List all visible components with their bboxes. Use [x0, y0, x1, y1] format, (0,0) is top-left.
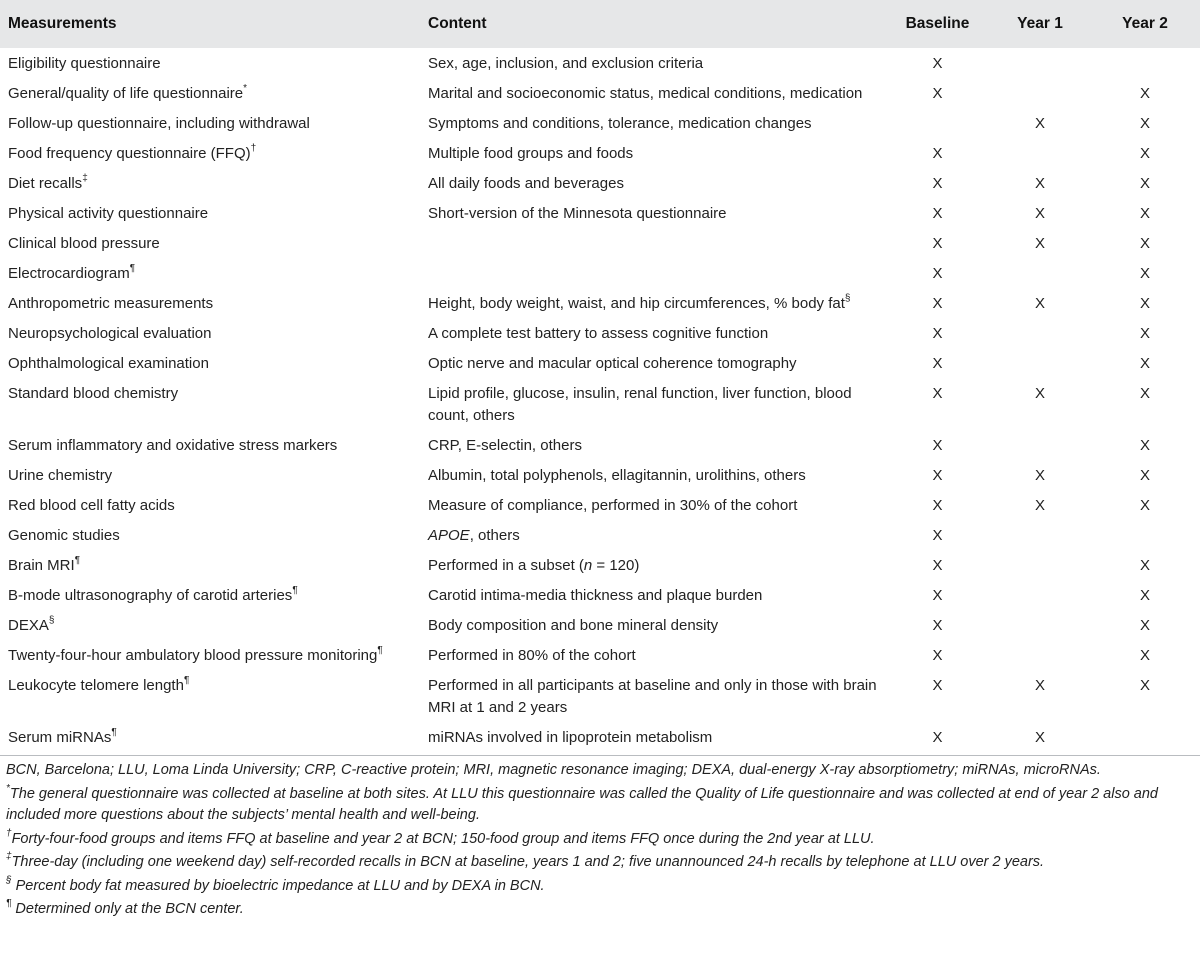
footnote — [6, 852, 1194, 874]
year-2-mark: X — [1139, 175, 1150, 192]
content-cell — [420, 490, 885, 520]
year-2-mark — [1090, 722, 1200, 756]
table-row — [0, 78, 1200, 108]
year-1-mark — [990, 430, 1090, 460]
footnote — [6, 784, 1194, 827]
table-row — [0, 48, 1200, 78]
measurement-name: Serum inflammatory and oxidative stress markers — [8, 437, 338, 454]
footnote-marker: § — [6, 874, 12, 886]
table-row — [0, 670, 1200, 722]
gene-name: APOE — [428, 527, 470, 544]
measurement-name: Neuropsychological evaluation — [8, 325, 212, 342]
content-cell — [420, 48, 885, 78]
measurement-name: Red blood cell fatty acids — [8, 497, 175, 514]
measurement-cell — [0, 48, 420, 78]
content-cell — [420, 670, 885, 722]
baseline-mark: X — [932, 527, 943, 544]
content-cell — [420, 228, 885, 258]
year-2-mark: X — [1139, 85, 1150, 102]
content-text: Sex, age, inclusion, and exclusion criteria — [428, 55, 704, 72]
year-2-mark: X — [1139, 617, 1150, 634]
measurement-cell — [0, 460, 420, 490]
content-text: CRP, E-selectin, others — [428, 437, 582, 454]
year-2-mark: X — [1139, 677, 1150, 694]
table-header — [0, 0, 1200, 48]
footnote-marker: † — [6, 827, 12, 839]
table-row — [0, 198, 1200, 228]
footnote-marker: ¶ — [183, 675, 190, 686]
year-2-mark — [1090, 48, 1200, 78]
measurement-name: Twenty-four-hour ambulatory blood pressure monitoring — [8, 647, 378, 664]
content-cell — [420, 78, 885, 108]
footnote-marker: § — [48, 615, 55, 626]
content-text: Marital and socioeconomic status, medical conditions, medication — [428, 85, 863, 102]
measurement-cell — [0, 138, 420, 168]
measurement-cell — [0, 670, 420, 722]
content-text: Body composition and bone mineral density — [428, 617, 719, 634]
year-1-mark — [990, 610, 1090, 640]
year-2-mark: X — [1139, 647, 1150, 664]
footnote — [6, 829, 1194, 851]
baseline-mark: X — [932, 729, 943, 746]
content-cell — [420, 520, 885, 550]
year-1-mark — [990, 640, 1090, 670]
year-2-mark: X — [1139, 587, 1150, 604]
measurement-cell — [0, 520, 420, 550]
measurement-cell — [0, 168, 420, 198]
year-1-mark: X — [1034, 497, 1045, 514]
year-2-mark: X — [1139, 437, 1150, 454]
content-cell — [420, 288, 885, 318]
variable-n: n — [583, 557, 593, 574]
baseline-mark: X — [932, 385, 943, 402]
measurement-cell — [0, 550, 420, 580]
table-row — [0, 550, 1200, 580]
measurement-cell — [0, 640, 420, 670]
table-row — [0, 378, 1200, 430]
year-2-mark: X — [1139, 235, 1150, 252]
measurement-cell — [0, 318, 420, 348]
year-2-mark: X — [1139, 265, 1150, 282]
content-cell — [420, 348, 885, 378]
year-2-mark: X — [1139, 467, 1150, 484]
year-1-mark — [990, 580, 1090, 610]
footnote-text: Percent body fat measured by bioelectric impedance at LLU and by DEXA in BCN. — [11, 877, 545, 894]
content-text: Measure of compliance, performed in 30% of the cohort — [428, 497, 798, 514]
measurement-cell — [0, 580, 420, 610]
footnote-marker: ‡ — [82, 173, 88, 184]
footnote-marker: ¶ — [377, 645, 383, 656]
footnote-marker: ¶ — [74, 555, 81, 566]
footnote-marker: † — [250, 143, 257, 154]
table-row — [0, 430, 1200, 460]
table-row — [0, 228, 1200, 258]
footnote-marker: * — [6, 782, 10, 794]
table-row — [0, 722, 1200, 756]
footnote-text: Three-day (including one weekend day) self-recorded recalls in BCN at baseline, years 1 and 2; five unannounced 24-h recalls by telephone at LLU over 2 years. — [11, 854, 1045, 870]
baseline-mark: X — [932, 355, 943, 372]
year-1-mark — [990, 48, 1090, 78]
year-1-mark: X — [1034, 385, 1045, 402]
header-year-1: Year 1 — [1017, 15, 1063, 32]
year-2-mark: X — [1139, 355, 1150, 372]
baseline-mark — [885, 108, 990, 138]
measurement-name: Electrocardiogram — [8, 265, 130, 282]
measurement-cell — [0, 258, 420, 288]
table-row — [0, 490, 1200, 520]
content-text: A complete test battery to assess cognitive function — [428, 325, 769, 342]
footnote — [6, 876, 1194, 898]
table-row — [0, 138, 1200, 168]
baseline-mark: X — [932, 295, 943, 312]
measurement-name: Food frequency questionnaire (FFQ) — [8, 145, 251, 162]
content-text: Performed in a subset ( — [428, 557, 584, 574]
year-1-mark: X — [1034, 295, 1045, 312]
measurement-name: Leukocyte telomere length — [8, 677, 184, 694]
baseline-mark: X — [932, 647, 943, 664]
content-cell — [420, 550, 885, 580]
baseline-mark: X — [932, 85, 943, 102]
footnote — [6, 760, 1194, 782]
year-1-mark — [990, 78, 1090, 108]
content-cell — [420, 580, 885, 610]
measurement-cell — [0, 78, 420, 108]
measurement-name: Genomic studies — [8, 527, 120, 544]
measurement-name: General/quality of life questionnaire — [8, 85, 244, 102]
content-cell — [420, 722, 885, 756]
measurement-name: Standard blood chemistry — [8, 385, 179, 402]
table-row — [0, 108, 1200, 138]
header-measurements: Measurements — [8, 15, 117, 32]
table-row — [0, 348, 1200, 378]
header-content: Content — [428, 15, 487, 32]
content-cell — [420, 460, 885, 490]
year-1-mark — [990, 348, 1090, 378]
measurement-name: Follow-up questionnaire, including withdrawal — [8, 115, 310, 132]
measurement-cell — [0, 198, 420, 228]
content-cell — [420, 430, 885, 460]
content-text: Symptoms and conditions, tolerance, medication changes — [428, 115, 812, 132]
year-1-mark: X — [1034, 677, 1045, 694]
measurement-cell — [0, 722, 420, 756]
year-2-mark: X — [1139, 557, 1150, 574]
baseline-mark: X — [932, 557, 943, 574]
content-text: Performed in all participants at baseline and only in those with brain MRI at 1 and 2 years — [428, 677, 877, 716]
table-row — [0, 460, 1200, 490]
baseline-mark: X — [932, 265, 943, 282]
content-cell — [420, 610, 885, 640]
footnote-marker: * — [243, 83, 248, 94]
content-text: , others — [469, 527, 520, 544]
measurement-name: Diet recalls — [8, 175, 83, 192]
table-row — [0, 288, 1200, 318]
year-2-mark: X — [1139, 205, 1150, 222]
year-2-mark: X — [1139, 385, 1150, 402]
baseline-mark: X — [932, 437, 943, 454]
footnote-marker: ¶ — [6, 898, 12, 910]
year-2-mark — [1090, 520, 1200, 550]
baseline-mark: X — [932, 235, 943, 252]
year-1-mark — [990, 258, 1090, 288]
footnote-marker: ‡ — [6, 851, 12, 863]
footnote-text: Forty-four-food groups and items FFQ at baseline and year 2 at BCN; 150-food group and items FFQ once during the 2nd year at LLU. — [11, 830, 875, 847]
footnote-marker: ¶ — [292, 585, 298, 596]
measurement-cell — [0, 490, 420, 520]
table-row — [0, 640, 1200, 670]
baseline-mark: X — [932, 497, 943, 514]
footnote-marker: § — [844, 293, 851, 304]
year-1-mark — [990, 138, 1090, 168]
content-text: Height, body weight, waist, and hip circumferences, % body fat — [428, 295, 845, 312]
table-row — [0, 318, 1200, 348]
year-1-mark: X — [1034, 205, 1045, 222]
year-1-mark: X — [1034, 235, 1045, 252]
content-text: Carotid intima-media thickness and plaque burden — [428, 587, 763, 604]
year-2-mark: X — [1139, 325, 1150, 342]
measurement-cell — [0, 348, 420, 378]
measurement-cell — [0, 228, 420, 258]
table-row — [0, 520, 1200, 550]
measurement-name: B-mode ultrasonography of carotid arteries — [8, 587, 293, 604]
measurement-cell — [0, 378, 420, 430]
baseline-mark: X — [932, 325, 943, 342]
year-2-mark: X — [1139, 115, 1150, 132]
year-1-mark: X — [1034, 467, 1045, 484]
measurement-cell — [0, 288, 420, 318]
year-2-mark: X — [1139, 145, 1150, 162]
year-1-mark: X — [1034, 175, 1045, 192]
content-text: Lipid profile, glucose, insulin, renal function, liver function, blood count, others — [428, 385, 852, 424]
measurement-cell — [0, 108, 420, 138]
measurement-name: DEXA — [8, 617, 49, 634]
measurement-name: Anthropometric measurements — [8, 295, 214, 312]
measurement-name: Urine chemistry — [8, 467, 113, 484]
measurement-name: Physical activity questionnaire — [8, 205, 209, 222]
year-1-mark — [990, 520, 1090, 550]
footnote-text: The general questionnaire was collected at baseline at both sites. At LLU this questionnaire was called the Quality of Life questionnaire and was collected at end of year 2 also and included more questions about the subjects’ mental health and well-being. — [6, 785, 1158, 823]
measurement-name: Eligibility questionnaire — [8, 55, 161, 72]
header-baseline: Baseline — [905, 15, 970, 32]
content-text: Performed in 80% of the cohort — [428, 647, 636, 664]
measurement-name: Serum miRNAs — [8, 729, 112, 746]
content-cell — [420, 108, 885, 138]
content-text: Albumin, total polyphenols, ellagitannin, urolithins, others — [428, 467, 806, 484]
content-cell — [420, 258, 885, 288]
content-text: miRNAs involved in lipoprotein metabolism — [428, 729, 713, 746]
year-1-mark — [990, 318, 1090, 348]
content-text: = 120) — [592, 557, 640, 574]
footnote-marker: ¶ — [111, 727, 117, 738]
baseline-mark: X — [932, 587, 943, 604]
baseline-mark: X — [932, 617, 943, 634]
content-text: Short-version of the Minnesota questionnaire — [428, 205, 727, 222]
content-cell — [420, 198, 885, 228]
footnote-text: BCN, Barcelona; LLU, Loma Linda University; CRP, C-reactive protein; MRI, magnetic resonance imaging; DEXA, dual-energy X-ray absorptiometry; miRNAs, microRNAs. — [6, 762, 1101, 778]
footnote-marker: ¶ — [129, 263, 136, 274]
header-row — [0, 0, 1200, 48]
baseline-mark: X — [932, 205, 943, 222]
measurement-name: Clinical blood pressure — [8, 235, 160, 252]
year-2-mark: X — [1139, 497, 1150, 514]
year-1-mark: X — [1034, 729, 1045, 746]
baseline-mark: X — [932, 467, 943, 484]
measurement-cell — [0, 430, 420, 460]
footnote-text: Determined only at the BCN center. — [11, 901, 244, 917]
content-cell — [420, 318, 885, 348]
table-row — [0, 580, 1200, 610]
content-text: All daily foods and beverages — [428, 175, 624, 192]
header-year-2: Year 2 — [1122, 15, 1168, 32]
baseline-mark: X — [932, 175, 943, 192]
footnote — [6, 899, 1194, 921]
measurement-name: Brain MRI — [8, 557, 75, 574]
table-footnotes — [6, 760, 1194, 921]
content-cell — [420, 640, 885, 670]
baseline-mark: X — [932, 55, 943, 72]
table-row — [0, 610, 1200, 640]
table-row — [0, 258, 1200, 288]
measurement-cell — [0, 610, 420, 640]
baseline-mark: X — [932, 677, 943, 694]
content-text: Optic nerve and macular optical coherence tomography — [428, 355, 797, 372]
year-1-mark — [990, 550, 1090, 580]
content-text: Multiple food groups and foods — [428, 145, 634, 162]
content-cell — [420, 378, 885, 430]
table-body — [0, 48, 1200, 756]
year-1-mark: X — [1034, 115, 1045, 132]
measurement-name: Ophthalmological examination — [8, 355, 209, 372]
baseline-mark: X — [932, 145, 943, 162]
table-row — [0, 168, 1200, 198]
year-2-mark: X — [1139, 295, 1150, 312]
content-cell — [420, 168, 885, 198]
content-cell — [420, 138, 885, 168]
